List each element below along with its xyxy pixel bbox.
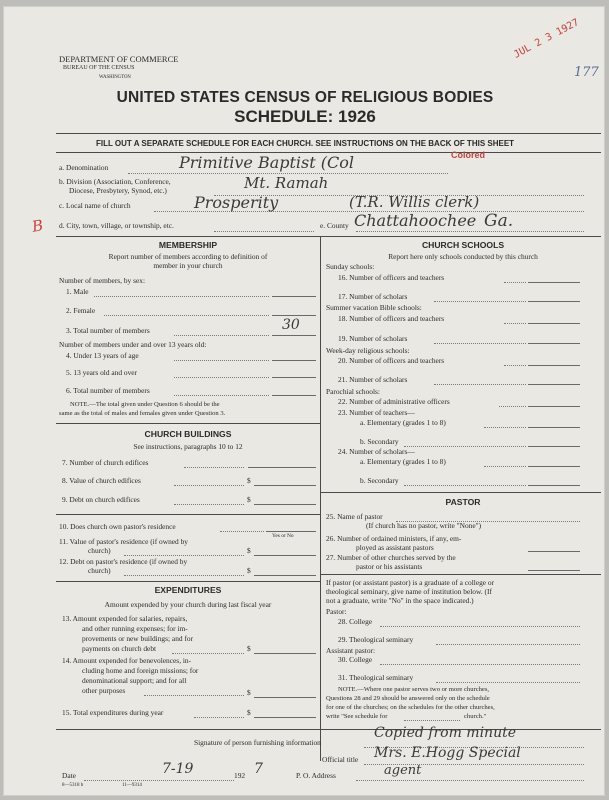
by-sex-label: Number of members, by sex: [59,276,145,285]
q6-field[interactable] [272,395,316,396]
census-form-sheet [3,6,605,796]
q8-label: 8. Value of church edifices [62,476,141,485]
department-header [59,55,178,82]
q6-label: 6. Total number of members [66,386,150,395]
q25-hint: (If church has no pastor, write "None") [366,521,482,530]
church-name-label: c. Local name of church [59,201,131,210]
bureau-name: BUREAU OF THE CENSUS [63,65,135,71]
q12-label-2: church) [88,566,111,575]
po-address-label: P. O. Address [296,771,336,780]
q19-leader [434,343,526,344]
pastor-heading: PASTOR [445,497,481,507]
parochial-label: Parochial schools: [326,387,380,396]
buildings-sub: See instructions, paragraphs 10 to 12 [133,442,243,451]
membership-note-2: same as the total of males and females given under Question 3. [59,410,226,417]
q18-leader [504,323,526,324]
city-name: WASHINGTON [99,75,131,80]
q18-label: 18. Number of officers and teachers [338,314,445,323]
membership-intro-2: member in your church [153,261,223,270]
q14-dollar: $ [247,688,251,697]
summer-label: Summer vacation Bible schools: [326,303,422,312]
q27-field[interactable] [528,570,580,571]
state-value[interactable]: Ga. [484,211,514,231]
q2-leader [104,315,269,316]
date-value[interactable]: 7-19 [162,761,194,777]
q12-field[interactable] [254,575,316,576]
q9-field[interactable] [254,504,316,505]
q4-field[interactable] [272,360,316,361]
q1-leader [94,296,269,297]
membership-heading: MEMBERSHIP [158,240,218,250]
pastor-note-2: Questions 28 and 29 should be answered only on the schedule [326,695,490,702]
denomination-label: a. Denomination [59,163,109,172]
year-value[interactable]: 7 [254,761,263,777]
form-title: UNITED STATES CENSUS OF RELIGIOUS BODIES [116,89,494,106]
q15-label: 15. Total expenditures during year [62,708,164,717]
county-label: e. County [320,221,349,230]
q16-label: 16. Number of officers and teachers [338,273,445,282]
q16-field[interactable] [528,282,580,283]
q27-label-2: pastor or his assistants [356,562,423,571]
q2-field[interactable] [272,315,316,316]
q3-label: 3. Total number of members [66,326,150,335]
rule-membership [56,423,320,424]
q13-field[interactable] [254,653,316,654]
date-label: Date [62,771,76,780]
q22-label: 22. Number of administrative officers [338,397,450,406]
membership-note: NOTE.—The total given under Question 6 should be the [70,401,220,408]
q14-label-3: denominational support; and for all [82,676,187,685]
q12-leader [124,575,244,576]
q31-label: 31. Theological seminary [338,673,414,682]
county-line [356,231,584,232]
signature-value[interactable]: Copied from minute [374,725,517,741]
q17-leader [434,301,526,302]
q14-field[interactable] [254,697,316,698]
q13-label-3: provements or new buildings; and for [82,634,194,643]
q23a-field[interactable] [528,427,580,428]
q10-label: 10. Does church own pastor's residence [59,522,176,531]
q3-leader [174,335,269,336]
q24b-leader [404,485,526,486]
pastor-note-4: write "See schedule for [326,713,388,720]
church-name-value[interactable]: Prosperity [194,193,279,212]
q11-dollar: $ [247,546,251,555]
q13-label: 13. Amount expended for salaries, repairs, [62,614,188,623]
q23a-leader [484,427,526,428]
q18-field[interactable] [528,323,580,324]
q14-label: 14. Amount expended for benevolences, in- [62,656,192,665]
official-title-value[interactable]: Mrs. E.Hogg Special [374,745,521,761]
po-address-line [356,780,584,781]
q12-dollar: $ [247,566,251,575]
q11-label-2: church) [88,546,111,555]
q8-leader [174,485,244,486]
q5-field[interactable] [272,377,316,378]
q24b-label: b. Secondary [360,476,399,485]
q23b-leader [404,446,526,447]
q17-label: 17. Number of scholars [338,292,408,301]
q23b-field[interactable] [528,446,580,447]
q29-field[interactable] [436,644,580,645]
city-label: d. City, town, village, or township, etc. [59,221,174,230]
po-address-value[interactable]: agent [384,763,422,778]
q30-label: 30. College [338,655,373,664]
file-number: 177 [574,65,599,80]
q1-label: 1. Male [66,287,89,296]
received-date-stamp: JUL 2 3 1927 [512,17,581,61]
q11-leader [124,555,244,556]
dept-name: DEPARTMENT OF COMMERCE [59,54,179,64]
graduate-text-3: not a graduate, write "No" in the space indicated.) [326,596,474,605]
q8-dollar: $ [247,476,251,485]
q14-label-4: other purposes [82,686,126,695]
q19-label: 19. Number of scholars [338,334,408,343]
q24a-leader [484,466,526,467]
pastor-note-1: NOTE.—Where one pastor serves two or more churches, [338,686,490,693]
pastor-note-blank[interactable] [404,720,460,721]
division-label-2: Diocese, Presbytery, Synod, etc.) [69,186,167,195]
q23a-label: a. Elementary (grades 1 to 8) [360,418,446,427]
q26-label: 26. Number of ordained ministers, if any, em- [326,534,462,543]
q24a-field[interactable] [528,466,580,467]
q15-leader [194,717,244,718]
q6-leader [174,395,269,396]
q20-field[interactable] [528,365,580,366]
rule-schools [320,492,601,493]
official-title-label: Official title [322,755,359,764]
q12-label: 12. Debt on pastor's residence (if owned by [59,557,188,566]
rule-buildings-2 [56,581,320,582]
q10-leader [220,531,264,532]
q24a-label: a. Elementary (grades 1 to 8) [360,457,446,466]
rule-buildings-1 [56,514,320,515]
q9-leader [174,504,244,505]
q8-field[interactable] [254,485,316,486]
q24b-field[interactable] [528,485,580,486]
denomination-value[interactable]: Primitive Baptist (Col [179,153,355,172]
q15-field[interactable] [254,717,316,718]
q23b-label: b. Secondary [360,437,399,446]
q28-label: 28. College [338,617,373,626]
rule-top [56,133,601,134]
margin-mark: B [30,216,45,236]
form-number: 8—5318 b [62,783,84,788]
expenditures-heading: EXPENDITURES [154,585,222,595]
q13-label-2: and other running expenses; for im- [82,624,188,633]
q3-field[interactable] [272,335,316,336]
q19-field[interactable] [528,343,580,344]
schools-heading: CHURCH SCHOOLS [421,240,505,250]
q16-leader [504,282,526,283]
sunday-label: Sunday schools: [326,262,375,271]
date-line [84,780,234,781]
rule-pastor [320,574,601,575]
graduate-text-2: theological seminary, give name of institution below. (If [326,587,492,596]
q20-leader [504,365,526,366]
q22-field[interactable] [528,406,580,407]
q21-label: 21. Number of scholars [338,375,408,384]
division-value[interactable]: Mt. Ramah [244,174,329,192]
q4-label: 4. Under 13 years of age [66,351,139,360]
year-label: 192 [234,771,246,780]
q13-leader [172,653,244,654]
pastor-note-5: church." [464,713,487,720]
q7-leader [184,467,244,468]
colored-stamp: Colored [451,150,486,160]
pastor-note-3: for one of the churches; on the schedules for the other churches, [326,704,495,711]
q21-leader [434,384,526,385]
q21-field[interactable] [528,384,580,385]
print-number: 11—9314 [122,783,142,788]
pastor-sub-label: Pastor: [326,607,347,616]
q26-field[interactable] [528,551,580,552]
q2-label: 2. Female [66,306,96,315]
q13-dollar: $ [247,644,251,653]
q30-field[interactable] [380,664,580,665]
q14-leader [144,695,244,696]
graduate-text-1: If pastor (or assistant pastor) is a graduate of a college or [326,578,495,587]
q25-label: 25. Name of pastor [326,512,383,521]
rule-bottom [56,729,601,730]
signature-label: Signature of person furnishing information [194,738,321,747]
q28-field[interactable] [380,626,580,627]
q9-label: 9. Debt on church edifices [62,495,140,504]
membership-intro: Report number of members according to definition of [108,252,268,261]
schools-sub: Report here only schools conducted by this church [388,252,538,261]
q1-field[interactable] [272,296,316,297]
q20-label: 20. Number of officers and teachers [338,356,445,365]
expenditures-sub: Amount expended by your church during last fiscal year [104,600,272,609]
q5-label: 5. 13 years old and over [66,368,138,377]
rule-sections [56,236,601,237]
q15-dollar: $ [247,708,251,717]
q11-field[interactable] [254,555,316,556]
county-value[interactable]: Chattahoochee [354,211,477,230]
q9-dollar: $ [247,495,251,504]
buildings-heading: CHURCH BUILDINGS [144,429,232,439]
q7-field[interactable] [248,467,316,468]
q13-label-4: payments on church debt [82,644,157,653]
q29-label: 29. Theological seminary [338,635,414,644]
q14-label-2: cluding home and foreign missions; for [82,666,199,675]
q4-leader [174,360,269,361]
q3-value[interactable]: 30 [282,317,300,333]
division-label: b. Division (Association, Conference, [59,177,171,186]
schedule-title: SCHEDULE: 1926 [234,107,376,126]
yes-no-hint: Yes or No [272,533,294,539]
q31-field[interactable] [436,682,580,683]
assistant-label: Assistant pastor: [326,646,376,655]
q26-label-2: ployed as assistant pastors [356,543,434,552]
q7-label: 7. Number of church edifices [62,458,149,467]
q17-field[interactable] [528,301,580,302]
clerk-value[interactable]: (T.R. Willis clerk) [349,193,480,211]
q22-leader [499,406,526,407]
weekday-label: Week-day religious schools: [326,346,410,355]
instruction-line: FILL OUT A SEPARATE SCHEDULE FOR EACH CHURCH. SEE INSTRUCTIONS ON THE BACK OF THIS SHEET [95,139,515,148]
under-over-label: Number of members under and over 13 years old: [59,340,207,349]
q27-label: 27. Number of other churches served by the [326,553,456,562]
q24-label: 24. Number of scholars— [338,447,415,456]
q5-leader [174,377,269,378]
q11-label: 11. Value of pastor's residence (if owned by [59,537,188,546]
city-line [214,231,314,232]
q23-label: 23. Number of teachers— [338,408,415,417]
